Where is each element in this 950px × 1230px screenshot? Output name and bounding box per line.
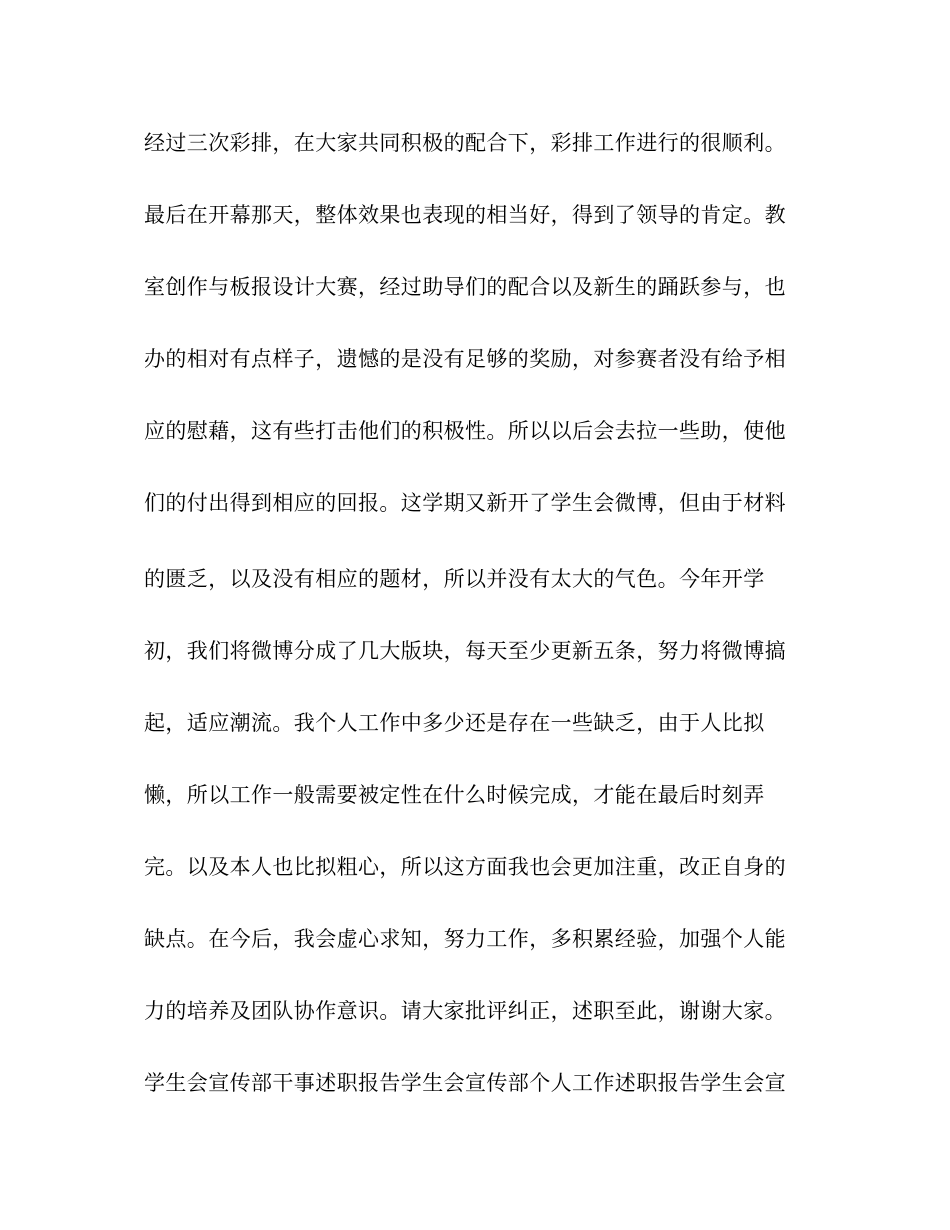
paragraph-line: 初，我们将微博分成了几大版块，每天至少更新五条，努力将微博搞	[144, 639, 786, 663]
paragraph-line: 应的慰藉，这有些打击他们的积极性。所以以后会去拉一些助，使他	[144, 419, 786, 443]
paragraph-line: 室创作与板报设计大赛，经过助导们的配合以及新生的踊跃参与，也	[144, 275, 786, 299]
paragraph-line: 完。以及本人也比拟粗心，所以这方面我也会更加注重，改正自身的	[144, 855, 786, 879]
paragraph-line: 起，适应潮流。我个人工作中多少还是存在一些缺乏，由于人比拟	[144, 711, 765, 735]
paragraph-line: 力的培养及团队协作意识。请大家批评纠正，述职至此，谢谢大家。	[144, 999, 786, 1023]
paragraph-line: 们的付出得到相应的回报。这学期又新开了学生会微博，但由于材料	[144, 491, 786, 515]
paragraph-line: 办的相对有点样子，遗憾的是没有足够的奖励，对参赛者没有给予相	[144, 347, 786, 371]
paragraph-line: 缺点。在今后，我会虚心求知，努力工作，多积累经验，加强个人能	[144, 927, 786, 951]
paragraph-line: 经过三次彩排，在大家共同积极的配合下，彩排工作进行的很顺利。	[144, 131, 786, 155]
paragraph-line: 懒，所以工作一般需要被定性在什么时候完成，才能在最后时刻弄	[144, 783, 765, 807]
paragraph-line: 最后在开幕那天，整体效果也表现的相当好，得到了领导的肯定。教	[144, 203, 786, 227]
paragraph-line: 学生会宣传部干事述职报告学生会宣传部个人工作述职报告学生会宣	[144, 1071, 786, 1095]
paragraph-line: 的匮乏，以及没有相应的题材，所以并没有太大的气色。今年开学	[144, 567, 765, 591]
